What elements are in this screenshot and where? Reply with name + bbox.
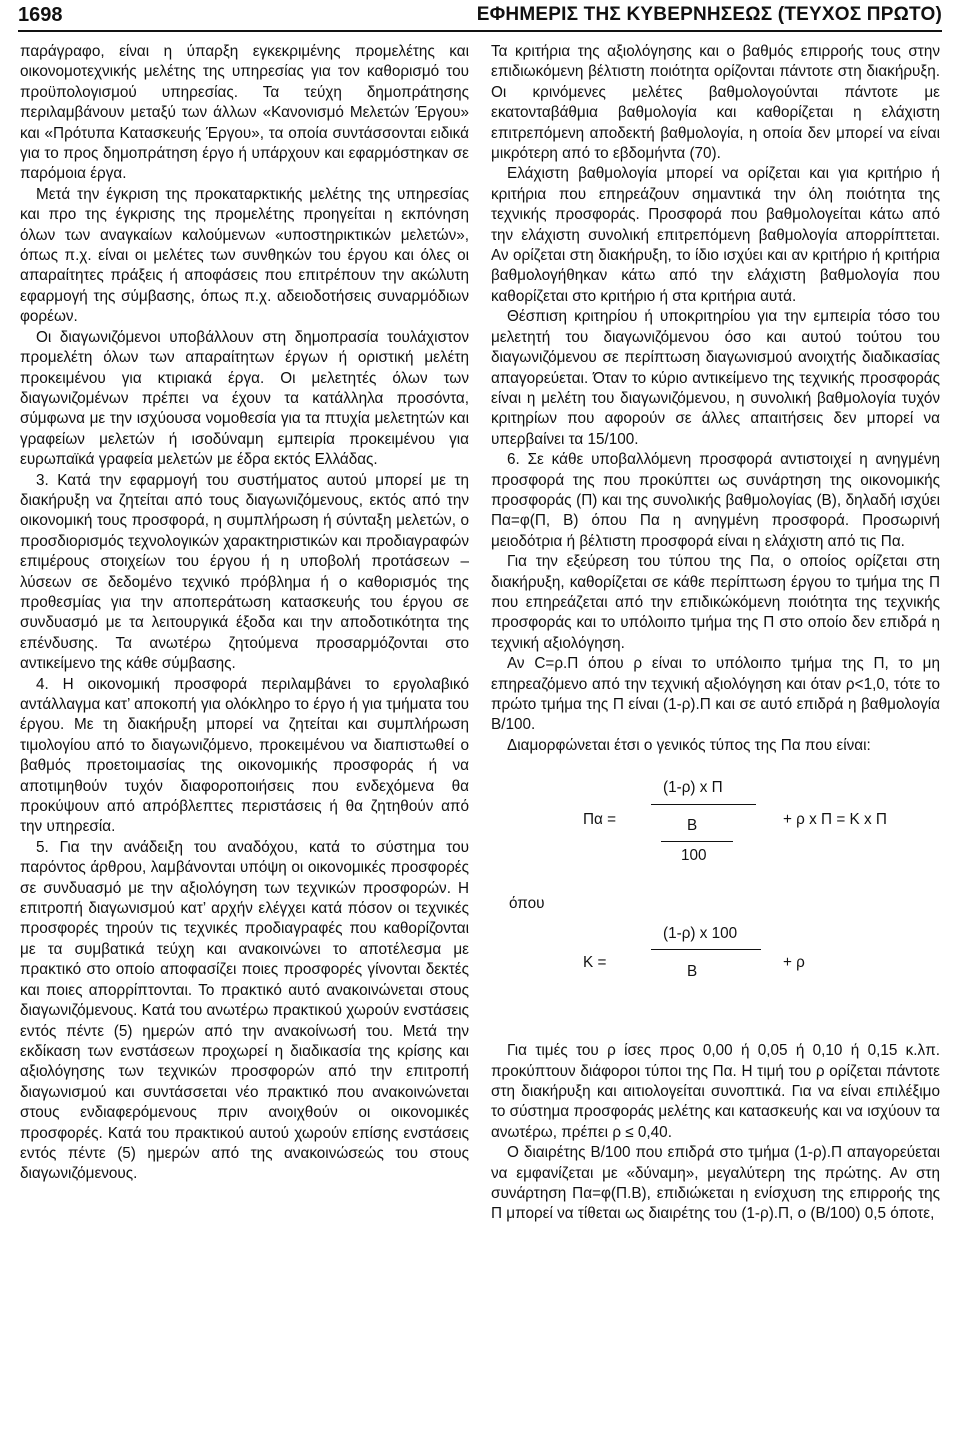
paragraph: 6. Σε κάθε υποβαλλόμενη προσφορά αντιστοιχεί η ανηγμένη προσφορά της που προκύπτει ως συνάρτηση της οικονομικής προσφοράς (Π) και της συνολικής βαθμολογίας (Β), δηλαδή ισχύει Πα=φ(Π, Β) όπου Πα η ανηγμένη προσφορά. Προσωρινή μειοδότρια ή βέλτιστη προσφορά είναι η ελάχιστη από τις Πα. — [491, 451, 940, 550]
paragraph: Μετά την έγκριση της προκαταρκτικής μελέτης της υπηρεσίας και προ της έγκρισης της προμελέτης προηγείται η εκπόνηση όλων των αναγκαίων καλούμενων «υποστηρικτικών μελετών», όπως π.χ. είναι οι μελέτες των συνθηκών του έργου και όλες οι απαραίτητες πράξεις ή αποφάσεις που επιτρέπουν την ακώλυτη εφαρμογή της σύμβασης, όπως π.χ. αδειοδοτήσεις συναρμόδιων φορέων. — [20, 185, 469, 326]
pa-denominator-b: Β — [687, 817, 698, 835]
paragraph: Αν C=ρ.Π όπου ρ είναι το υπόλοιπο τμήμα της Π, το μη επηρεαζόμενο από την τεχνική αξιολόγηση και όταν ρ<1,0, τότε το πρώτο τμήμα της Π είναι (1-ρ).Π και σε αυτό επιδρά η βαθμολογία Β/100. — [491, 655, 940, 734]
where-label: όπου — [509, 895, 545, 913]
pa-numerator: (1-ρ) x Π — [663, 779, 723, 797]
formula-block — [491, 766, 940, 1031]
paragraph: Διαμορφώνεται έτσι ο γενικός τύπος της Πα που είναι: — [507, 736, 871, 754]
paragraph: παράγραφο, είναι η ύπαρξη εγκεκριμένης προμελέτης και οικονομοτεχνικής μελέτης της υπηρεσίας για τον καθορισμό του προϋπολογισμού υπηρεσίας. Τα τεύχη δημοπράτησης περιλαμβάνουν μεταξύ των άλλων «Κανονισμό Μελετών Έργου» και «Πρότυπα Κατασκευής Έργου», τα οποία συντάσσονται ειδικά για το προς δημοπράτηση έργο ή υπάρχουν και εφαρμόστηκαν σε παρόμοια έργα. — [20, 43, 469, 183]
paragraph: Για την εξεύρεση του τύπου της Πα, ο οποίος ορίζεται στη διακήρυξη, καθορίζεται σε κάθε περίπτωση έργου το τμήμα της Π που επηρεάζεται από την επιδικώκόμενη ποιότητα της τεχνικής προσφοράς και το υπόλοιπο τμήμα της Π στο οποίο δεν επιδρά η τεχνική αξιολόγηση. — [491, 553, 940, 652]
pa-fraction-line — [651, 804, 756, 805]
right-column — [491, 42, 940, 1225]
k-rhs: + ρ — [783, 954, 805, 972]
paragraph: Θέσπιση κριτηρίου ή υποκριτηρίου για την εμπειρία τόσο του μελετητή του διαγωνιζόμενου όσο και αυτού τούτου του διαγωνιζόμενου σε περίπτωση διαγωνισμού ανοιχτής διαδικασίας απαγορεύεται. Όταν το κύριο αντικείμενο της τεχνικής προσφοράς είναι η μελέτη του διαγωνιζόμενου, η συνολική βαθμολογία τυχόν κριτηρίων που αφορούν σε άλλες απαιτήσεις δεν μπορεί να υπερβαίνει τα 15/100. — [491, 308, 940, 448]
paragraph: Οι διαγωνιζόμενοι υποβάλλουν στη δημοπρασία τουλάχιστον προμελέτη όλων των απαραίτητων έργων ή οριστική μελέτη προκειμένου για κτιριακά έργα. Οι μελετητές όλων των διαγωνιζομένων πρέπει να έχουν τα κατάλληλα προσόντα, σύμφωνα με την ισχύουσα νομοθεσία για τα πτυχία μελετητών και γραφείων μελετών ή ισοδύναμη εμπειρία προκειμένου για ευρωπαϊκά γραφεία μελετών με έδρα εκτός Ελλάδας. — [20, 328, 469, 469]
k-label: Κ = — [583, 954, 607, 972]
page-header — [18, 0, 942, 32]
paragraph: Ελάχιστη βαθμολογία μπορεί να ορίζεται και για κριτήριο ή κριτήρια που επηρεάζουν σημαντικά την όλη ποιότητα της τεχνικής προσφοράς. Προσφορά που βαθμολογείται κάτω από την ελάχιστη συνολική επιτρεπόμενη βαθμολογία απορρίπτεται. Αν ορίζεται στη διακήρυξη, το ίδιο ισχύει και αν κριτήριο ή κριτήρια βαθμολογήθηκαν κάτω από την ελάχιστη βαθμολογία που καθορίζεται στο κριτήριο ή στα κριτήρια αυτά. — [491, 165, 940, 305]
pa-label: Πα = — [583, 811, 617, 829]
pa-inner-fraction-line — [661, 841, 733, 842]
k-numerator: (1-ρ) x 100 — [663, 925, 738, 943]
gazette-title: ΕΦΗΜΕΡΙΣ ΤΗΣ ΚΥΒΕΡΝΗΣΕΩΣ (ΤΕΥΧΟΣ ΠΡΩΤΟ) — [476, 4, 942, 25]
paragraph: Τα κριτήρια της αξιολόγησης και ο βαθμός επιρροής τους στην επιδιωκόμενη βέλτιστη ποιότητα ορίζονται πάντοτε στη διακήρυξη. Οι κρινόμενες μελέτες βαθμολογούνται πάντοτε με εκατονταβάθμια βαθμολογία και καθορίζεται η ελάχιστη επιτρεπόμενη αποδεκτή βαθμολογία, η οποία δεν μπορεί να είναι μικρότερη από το εβδομήντα (70). — [491, 43, 940, 163]
paragraph: Ο διαιρέτης Β/100 που επιδρά στο τμήμα (1-ρ).Π απαγορεύεται να εμφανίζεται με «δύναμη», μεγαλύτερη της πρώτης. Αν στη συνάρτηση Πα=φ(Π.Β), επιδιώκεται η ενίσχυση της επιρροής της Π μπορεί να τίθεται ως διαιρέτης του (1-ρ).Π, ο (Β/100) 0,5 όποτε, — [491, 1144, 940, 1223]
left-column — [20, 42, 469, 1185]
pa-rhs: + ρ x Π = Κ x Π — [783, 811, 887, 829]
page-number: 1698 — [18, 3, 63, 26]
paragraph: 5. Για την ανάδειξη του αναδόχου, κατά το σύστημα του παρόντος άρθρου, λαμβάνονται υπόψη οι οικονομικές προσφορές σε συνδυασμό με την αξιολόγηση των τεχνικών προσφορών. Η επιτροπή διαγωνισμού κατ’ αρχήν ελέγχει κατά πόσον οι τεχνικές προσφορές τηρούν τις τεχνικές προδιαγραφές που καθορίζονται με τα συμβατικά τεύχη και ανακοινώνει το αποτέλεσμα με πρακτικό στο οποίο αποφασίζει ποιες προσφορές γίνονται δεκτές και ποιες απορρίπτονται. Το πρακτικό αυτό ανακοινώνεται στους διαγωνιζόμενους. Κατά του ανωτέρω πρακτικού χωρούν ενστάσεις εντός πέντε (5) ημερών από την ανακοίνωσή του. Μετά την εκδίκαση των ενστάσεων προχωρεί η διαδικασία της κρίσης και αξιολόγησης των τεχνικών προσφορών από την επιτροπή διαγωνισμού και συντάσσεται νέο πρακτικό που ανακοινώνεται στους ενδιαφερόμενους πριν ανοιχθούν οι οικονομικές προσφορές. Κατά του πρακτικού αυτού χωρούν επίσης ενστάσεις εντός πέντε (5) ημερών από της ανακοινώσεώς του στους διαγωνιζόμενους. — [20, 838, 469, 1183]
paragraph: 4. Η οικονομική προσφορά περιλαμβάνει το εργολαβικό αντάλλαγμα κατ’ αποκοπή για ολόκληρο το έργο ή για τμήματα του έργου. Με τη διακήρυξη μπορεί να ζητείται και συμπλήρωση τιμολογίου από το διαγωνιζόμενο, προκειμένου να διαπιστωθεί ο βαθμός προετοιμασίας της οικονομικής προσφοράς ή να αποτιμηθούν τυχόν διαφοροποιήσεις που ενδεχόμενα θα προκύψουν από απρόβλεπτες περιστάσεις ή θα ζητηθούν από την υπηρεσία. — [20, 675, 469, 836]
pa-denominator-100: 100 — [681, 847, 707, 865]
k-fraction-line — [651, 949, 761, 950]
paragraph: 3. Κατά την εφαρμογή του συστήματος αυτού μπορεί με τη διακήρυξη να ζητείται από τους διαγωνιζόμενους, εκτός από την οικονομική τους προσφορά, η συμπλήρωση ή σύνταξη μελετών, ο προσδιορισμός τεχνολογικών χαρακτηριστικών και προδιαγραφών επιμέρους στοιχείων του έργου ή η υποβολή προτάσεων – λύσεων σε δεδομένο τεχνικό πρόβλημα ή ο καθορισμός της προθεσμίας για την αποπεράτωση κατασκευής του έργου σε συνδυασμό με τα λειτουργικά έξοδα και την αποδοτικότητα της επένδυσης. Τα ανωτέρω ζητούμενα προσαρμόζονται στο αντικείμενο της κάθε σύμβασης. — [20, 471, 469, 673]
paragraph: Για τιμές του ρ ίσες προς 0,00 ή 0,05 ή 0,10 ή 0,15 κ.λπ. προκύπτουν διάφοροι τύποι της Πα. Η τιμή του ρ ορίζεται πάντοτε στη διακήρυξη και αιτιολογείται συνοπτικά. Για να είναι επιλέξιμο το σύστημα προσφοράς μελέτης και κατασκευής και να ισχύουν τα ανωτέρω, πρέπει ρ ≤ 0,40. — [491, 1042, 940, 1141]
k-denominator: Β — [687, 963, 698, 981]
